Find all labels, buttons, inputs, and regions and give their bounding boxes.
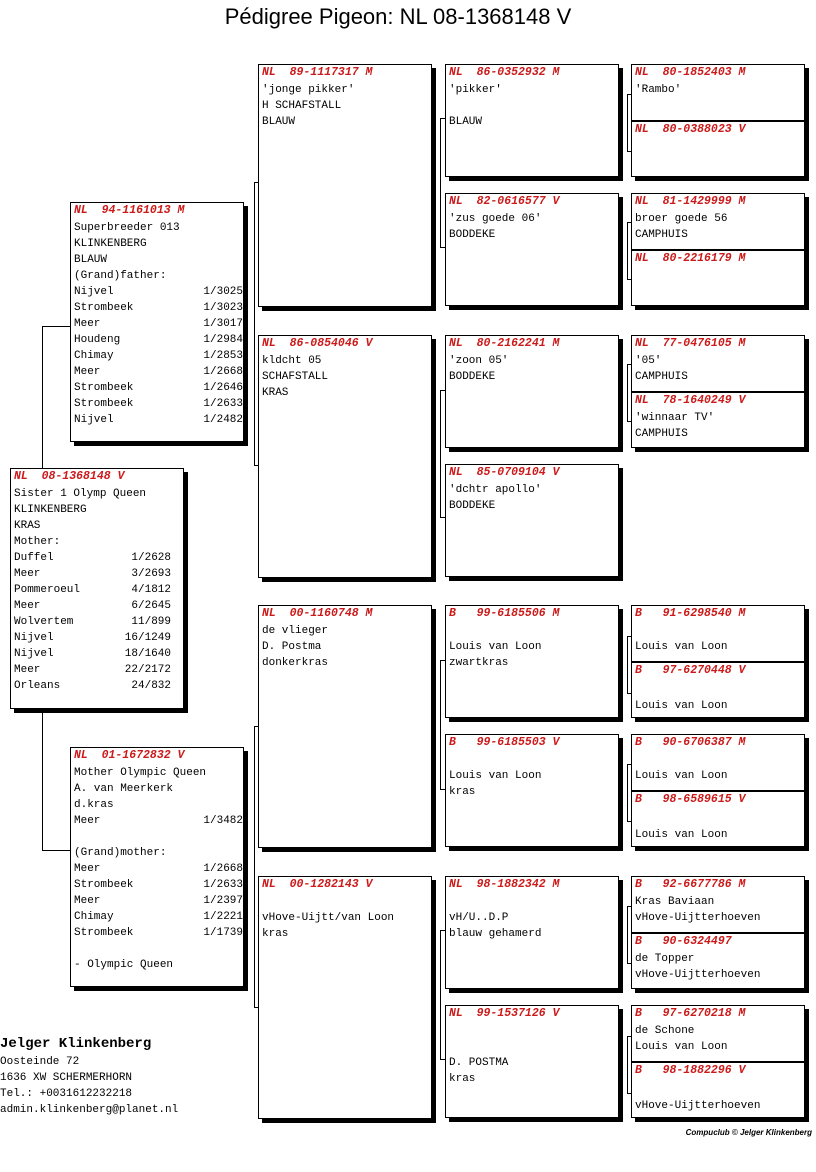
- card-line: '05': [635, 355, 662, 367]
- footer-note: - Olympic Queen: [74, 959, 174, 971]
- subject-card[interactable]: [10, 468, 184, 709]
- gen4-card-6[interactable]: [631, 392, 805, 448]
- card-line: [259, 894, 431, 910]
- breeder: KLINKENBERG: [74, 238, 147, 250]
- gen4-card-2[interactable]: [631, 121, 805, 177]
- pigeon-name: Mother Olympic Queen: [74, 767, 207, 779]
- card-line: Louis van Loon: [635, 1041, 728, 1053]
- card-line: BLAUW: [449, 116, 483, 128]
- blank-line: [71, 941, 243, 957]
- owner-phone: Tel.: +0031612232218: [0, 1088, 133, 1100]
- card-line: broer goede 56: [635, 213, 728, 225]
- breeder: A. van Meerkerk: [74, 783, 174, 795]
- pigeon-name: Sister 1 Olymp Queen: [14, 488, 147, 500]
- card-line: 'dchtr apollo': [449, 484, 542, 496]
- gen3-card-1[interactable]: [445, 64, 619, 177]
- color: BLAUW: [74, 254, 108, 266]
- card-line: [632, 752, 804, 768]
- ring-number: NL 80-0388023 V: [635, 123, 746, 136]
- result-row: Strombeek 1/1739: [74, 927, 243, 939]
- gen2-card-4[interactable]: [258, 876, 432, 1119]
- owner-name: Jelger Klinkenberg: [0, 1036, 152, 1052]
- card-line: [632, 1086, 804, 1098]
- card-line: Louis van Loon: [635, 829, 728, 841]
- ring-number: NL 82-0616577 V: [449, 195, 560, 208]
- gen4-card-1[interactable]: [631, 64, 805, 121]
- card-line: 'pikker': [449, 84, 502, 96]
- card-line: kras: [262, 928, 289, 940]
- card-line: Louis van Loon: [635, 641, 728, 653]
- gen4-card-14[interactable]: [631, 1062, 805, 1118]
- owner-address: [0, 1034, 178, 1118]
- card-line: Louis van Loon: [449, 770, 542, 782]
- ring-number: B 98-6589615 V: [635, 793, 746, 806]
- father-card[interactable]: [70, 202, 244, 442]
- card-line: Louis van Loon: [635, 770, 728, 782]
- result-row: Strombeek 1/2633: [74, 879, 243, 891]
- card-line: CAMPHUIS: [635, 428, 688, 440]
- result-row: Strombeek 1/3023: [74, 302, 243, 314]
- card-line: KRAS: [262, 387, 289, 399]
- gen3-card-8[interactable]: [445, 1005, 619, 1118]
- card-line: 'jonge pikker': [262, 84, 355, 96]
- ring-number: B 90-6706387 M: [635, 736, 746, 749]
- ring-number: B 98-1882296 V: [635, 1064, 746, 1077]
- result-row: Chimay 1/2853: [74, 350, 243, 362]
- results-label: (Grand)father:: [74, 270, 167, 282]
- ring-number: NL 86-0352932 M: [449, 66, 560, 79]
- card-line: [446, 98, 618, 114]
- result-row: Meer 1/2668: [74, 366, 243, 378]
- gen3-card-7[interactable]: [445, 876, 619, 989]
- card-line: kras: [449, 786, 476, 798]
- card-line: [632, 686, 804, 698]
- connector-subject: [42, 326, 71, 469]
- credit-footer: Compuclub © Jelger Klinkenberg: [685, 1128, 812, 1137]
- ring-number: NL 81-1429999 M: [635, 195, 746, 208]
- results-label: Mother:: [14, 536, 61, 548]
- ring-number: NL 85-0709104 V: [449, 466, 560, 479]
- result-row: Meer 1/3017: [74, 318, 243, 330]
- card-line: [446, 623, 618, 639]
- card-line: kldcht 05: [262, 355, 322, 367]
- gen4-card-12[interactable]: [631, 933, 805, 989]
- result-row: Nijvel 18/1640: [14, 648, 171, 660]
- card-line: [446, 1039, 618, 1055]
- result-row: Meer 3/2693: [14, 568, 171, 580]
- owner-email[interactable]: admin.klinkenberg@planet.nl: [0, 1104, 179, 1116]
- card-line: BLAUW: [262, 116, 296, 128]
- result-row: Wolvertem 11/899: [14, 616, 171, 628]
- result-row: Nijvel 1/3025: [74, 286, 243, 298]
- result-row: Meer 22/2172: [14, 664, 171, 676]
- card-line: [446, 894, 618, 910]
- result-row: Pommeroeul 4/1812: [14, 584, 171, 596]
- card-line: vH/U..D.P: [449, 912, 509, 924]
- result-row: Meer 6/2645: [14, 600, 171, 612]
- connector-subject-mother: [42, 712, 71, 851]
- card-line: vHove-Uijtterhoeven: [635, 912, 761, 924]
- card-line: [632, 623, 804, 639]
- card-line: CAMPHUIS: [635, 371, 688, 383]
- result-row: Nijvel 16/1249: [14, 632, 171, 644]
- ring-number: NL 00-1160748 M: [262, 607, 373, 620]
- result-row: Strombeek 1/2633: [74, 398, 243, 410]
- gen2-card-1[interactable]: [258, 64, 432, 307]
- page-title: Pédigree Pigeon: NL 08-1368148 V: [224, 4, 572, 29]
- ring-number: NL 77-0476105 M: [635, 337, 746, 350]
- result-row: Orleans 24/832: [14, 680, 171, 692]
- owner-street: Oosteinde 72: [0, 1056, 80, 1068]
- gen4-card-11[interactable]: [631, 876, 805, 933]
- gen4-card-7[interactable]: [631, 605, 805, 662]
- card-line: 'winnaar TV': [635, 412, 715, 424]
- card-line: kras: [449, 1073, 476, 1085]
- card-line: BODDEKE: [449, 371, 496, 383]
- ring-number: NL 98-1882342 M: [449, 878, 560, 891]
- ring-number: NL 08-1368148 V: [14, 470, 125, 483]
- gen4-card-5[interactable]: [631, 335, 805, 392]
- ring-number: NL 00-1282143 V: [262, 878, 373, 891]
- result-row: Strombeek 1/2646: [74, 382, 243, 394]
- gen4-card-8[interactable]: [631, 662, 805, 718]
- gen4-card-10[interactable]: [631, 791, 805, 847]
- gen4-card-9[interactable]: [631, 734, 805, 791]
- ring-number: B 91-6298540 M: [635, 607, 746, 620]
- ring-number: B 90-6324497: [635, 935, 732, 948]
- ring-number: NL 99-1537126 V: [449, 1007, 560, 1020]
- result-row: Duffel 1/2628: [14, 552, 171, 564]
- card-line: [632, 815, 804, 827]
- card-line: [446, 1023, 618, 1039]
- breeder: KLINKENBERG: [14, 504, 87, 516]
- result-row: Meer 1/2397: [74, 895, 243, 907]
- card-line: SCHAFSTALL: [262, 371, 329, 383]
- card-line: vHove-Uijtterhoeven: [635, 1100, 761, 1112]
- ring-number: B 97-6270218 M: [635, 1007, 746, 1020]
- card-line: zwartkras: [449, 657, 509, 669]
- card-line: de Schone: [635, 1025, 695, 1037]
- card-line: 'Rambo': [635, 84, 682, 96]
- card-line: Kras Baviaan: [635, 896, 715, 908]
- blank-line: [71, 829, 243, 845]
- result-row: Nijvel 1/2482: [74, 414, 243, 426]
- ring-number: B 97-6270448 V: [635, 664, 746, 677]
- card-line: blauw gehamerd: [449, 928, 542, 940]
- owner-city: 1636 XW SCHERMERHORN: [0, 1072, 133, 1084]
- card-line: Louis van Loon: [635, 700, 728, 712]
- card-line: de vlieger: [262, 625, 329, 637]
- card-line: D. Postma: [262, 641, 322, 653]
- card-line: D. POSTMA: [449, 1057, 509, 1069]
- ring-number: NL 86-0854046 V: [262, 337, 373, 350]
- gen4-card-4[interactable]: [631, 250, 805, 306]
- gen2-card-3[interactable]: [258, 605, 432, 848]
- result-row: Houdeng 1/2984: [74, 334, 243, 346]
- result-row: Meer 1/3482: [74, 815, 243, 827]
- result-row: Chimay 1/2221: [74, 911, 243, 923]
- card-line: de Topper: [635, 953, 695, 965]
- gen2-card-2[interactable]: [258, 335, 432, 578]
- ring-number: NL 80-1852403 M: [635, 66, 746, 79]
- ring-number: NL 80-2216179 M: [635, 252, 746, 265]
- gen3-card-6[interactable]: [445, 734, 619, 847]
- gen4-card-3[interactable]: [631, 193, 805, 250]
- gen3-card-3[interactable]: [445, 335, 619, 448]
- gen4-card-13[interactable]: [631, 1005, 805, 1062]
- gen3-card-2[interactable]: [445, 193, 619, 306]
- results-label: (Grand)mother:: [74, 847, 167, 859]
- ring-number: NL 94-1161013 M: [74, 204, 185, 217]
- card-line: 'zoon 05': [449, 355, 509, 367]
- card-line: donkerkras: [262, 657, 329, 669]
- ring-number: NL 01-1672832 V: [74, 749, 185, 762]
- ring-number: NL 80-2162241 M: [449, 337, 560, 350]
- card-line: 'zus goede 06': [449, 213, 542, 225]
- gen3-card-5[interactable]: [445, 605, 619, 718]
- card-line: BODDEKE: [449, 229, 496, 241]
- gen3-card-4[interactable]: [445, 464, 619, 577]
- ring-number: B 92-6677786 M: [635, 878, 746, 891]
- card-line: vHove-Uijtt/van Loon: [262, 912, 395, 924]
- ring-number: NL 89-1117317 M: [262, 66, 373, 79]
- card-line: CAMPHUIS: [635, 229, 688, 241]
- card-line: vHove-Uijtterhoeven: [635, 969, 761, 981]
- card-line: [446, 752, 618, 768]
- ring-number: B 99-6185506 M: [449, 607, 560, 620]
- pigeon-name: Superbreeder 013: [74, 222, 180, 234]
- color: d.kras: [74, 799, 114, 811]
- ring-number: B 99-6185503 V: [449, 736, 560, 749]
- card-line: H SCHAFSTALL: [262, 100, 342, 112]
- card-line: BODDEKE: [449, 500, 496, 512]
- ring-number: NL 78-1640249 V: [635, 394, 746, 407]
- color: KRAS: [14, 520, 41, 532]
- mother-card[interactable]: [70, 747, 244, 987]
- result-row: Meer 1/2668: [74, 863, 243, 875]
- card-line: Louis van Loon: [449, 641, 542, 653]
